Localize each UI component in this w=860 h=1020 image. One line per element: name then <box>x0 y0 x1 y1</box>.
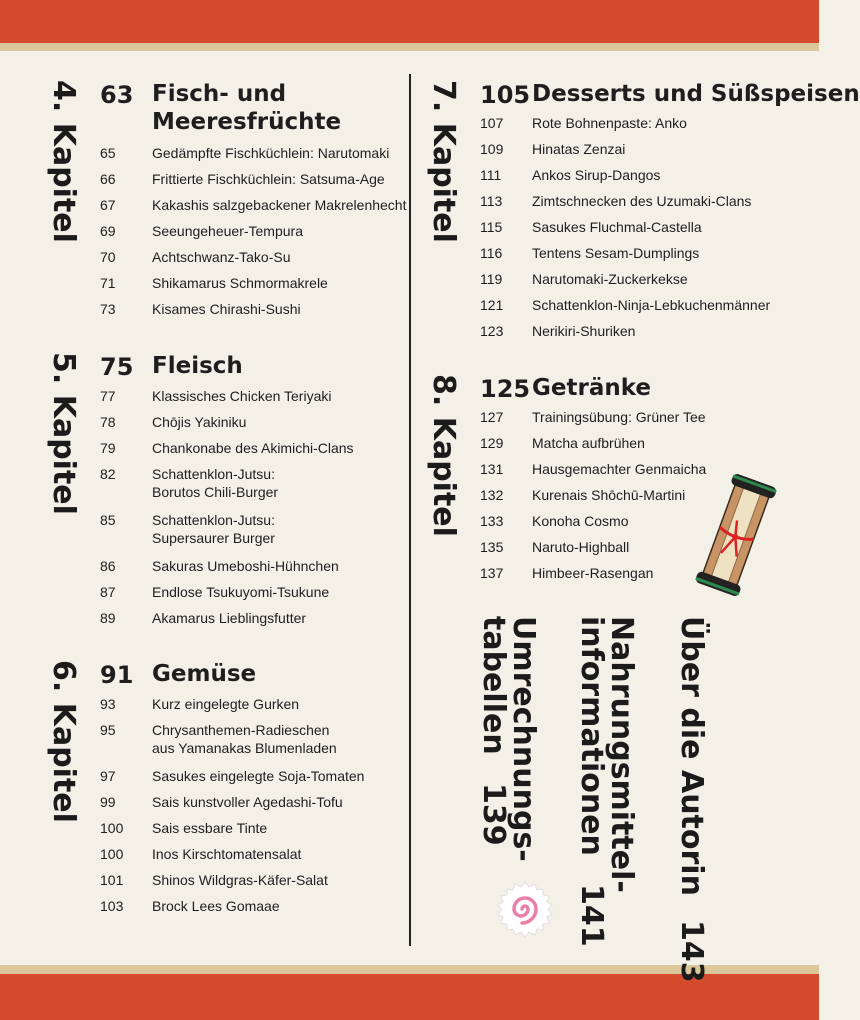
entry-title: Kakashis salzgebackener Makrelenhecht <box>152 197 407 213</box>
chapter-title: Fleisch <box>152 353 243 379</box>
appendix-title-line: Umrechnungs- <box>506 616 541 862</box>
chapter-label: 4. Kapitel <box>46 80 81 243</box>
chapter-start-page: 63 <box>100 81 134 109</box>
entry-title: Frittierte Fischküchlein: Satsuma-Age <box>152 171 385 187</box>
chapter-title: Desserts und Süßspeisen <box>532 81 860 107</box>
appendix-entry[interactable] <box>574 616 639 947</box>
entry-page: 82 <box>100 466 116 482</box>
entry-title: Akamarus Lieblingsfutter <box>152 610 307 626</box>
entry-title: Matcha aufbrühen <box>532 435 645 451</box>
entry-title: Schattenklon-Ninja-Lebkuchenmänner <box>532 297 771 313</box>
entry-page: 73 <box>100 301 116 317</box>
entry-page: 109 <box>480 141 504 157</box>
entry-page: 78 <box>100 414 116 430</box>
appendix-page: 141 <box>574 883 609 947</box>
entry-title: Zimtschnecken des Uzumaki-Clans <box>532 193 752 209</box>
chapter-label: 7. Kapitel <box>426 80 461 243</box>
entry-page: 71 <box>100 275 116 291</box>
entry-page: 115 <box>480 219 503 235</box>
chapter-start-page: 105 <box>480 81 531 109</box>
entry-page: 100 <box>100 846 124 862</box>
entry-title: Naruto-Highball <box>532 539 630 555</box>
entry-page: 65 <box>100 145 116 161</box>
entry-page: 93 <box>100 696 116 712</box>
entry-page: 116 <box>480 245 503 261</box>
entry-page: 101 <box>100 872 124 888</box>
entry-page: 95 <box>100 722 116 738</box>
entry-page: 69 <box>100 223 116 239</box>
top-tan-stripe <box>0 43 819 51</box>
chapter-title: Getränke <box>532 375 651 401</box>
entry-page: 131 <box>480 461 504 477</box>
entry-title: Sasukes eingelegte Soja-Tomaten <box>152 768 365 784</box>
chapter-label: 8. Kapitel <box>426 374 461 537</box>
entry-page: 133 <box>480 513 504 529</box>
entry-title: Nerikiri-Shuriken <box>532 323 636 339</box>
entry-title: Kurz eingelegte Gurken <box>152 696 300 712</box>
entry-title: Sasukes Fluchmal-Castella <box>532 219 702 235</box>
entry-title: Narutomaki-Zuckerkekse <box>532 271 688 287</box>
entry-page: 66 <box>100 171 116 187</box>
entry-page: 119 <box>480 271 503 287</box>
entry-title: Rote Bohnenpaste: Anko <box>532 115 687 131</box>
entry-title: Kurenais Shōchū-Martini <box>532 487 686 503</box>
entry-title: Sais kunstvoller Agedashi-Tofu <box>152 794 343 810</box>
entry-title: Inos Kirschtomatensalat <box>152 846 302 862</box>
entry-page: 77 <box>100 388 116 404</box>
entry-page: 137 <box>480 565 504 581</box>
entry-title: Chankonabe des Akimichi-Clans <box>152 440 354 456</box>
entry-title: Himbeer-Rasengan <box>532 565 654 581</box>
appendix-title-line: tabellen <box>476 616 511 755</box>
entry-title: Trainingsübung: Grüner Tee <box>532 409 706 425</box>
appendix-title-line: Nahrungsmittel- <box>604 616 639 893</box>
chapter-title: Gemüse <box>152 661 257 687</box>
entry-page: 67 <box>100 197 116 213</box>
entry-title: Chrysanthemen-Radieschen aus Yamanakas Blumenladen <box>152 722 337 756</box>
chapter-label: 6. Kapitel <box>46 660 81 823</box>
chapter-start-page: 91 <box>100 661 134 689</box>
chapter-title: Fisch- und Meeresfrüchte <box>152 81 342 135</box>
entry-title: Achtschwanz-Tako-Su <box>152 249 291 265</box>
appendix-title-line: Über die Autorin <box>674 616 709 896</box>
entry-page: 127 <box>480 409 504 425</box>
entry-page: 97 <box>100 768 116 784</box>
entry-title: Shinos Wildgras-Käfer-Salat <box>152 872 328 888</box>
entry-title: Schattenklon-Jutsu: Supersaurer Burger <box>152 512 275 546</box>
entry-title: Ankos Sirup-Dangos <box>532 167 661 183</box>
entry-page: 123 <box>480 323 504 339</box>
naruto-swirl-icon <box>496 880 554 938</box>
entry-title: Hinatas Zenzai <box>532 141 626 157</box>
entry-page: 129 <box>480 435 504 451</box>
entry-page: 113 <box>480 193 503 209</box>
entry-page: 85 <box>100 512 116 528</box>
entry-title: Gedämpfte Fischküchlein: Narutomaki <box>152 145 390 161</box>
appendix-page: 143 <box>674 919 709 983</box>
top-red-band <box>0 0 819 43</box>
appendix-page: 139 <box>476 782 511 846</box>
entry-page: 89 <box>100 610 116 626</box>
entry-title: Endlose Tsukuyomi-Tsukune <box>152 584 330 600</box>
entry-page: 79 <box>100 440 116 456</box>
entry-title: Kisames Chirashi-Sushi <box>152 301 301 317</box>
appendix-entry[interactable] <box>674 616 709 983</box>
entry-title: Chōjis Yakiniku <box>152 414 247 430</box>
entry-page: 99 <box>100 794 116 810</box>
entry-title: Sakuras Umeboshi-Hühnchen <box>152 558 339 574</box>
chapter-label: 5. Kapitel <box>46 352 81 515</box>
entry-page: 111 <box>480 167 502 183</box>
appendix-title-line: informationen <box>574 616 609 856</box>
entry-page: 121 <box>480 297 504 313</box>
entry-page: 135 <box>480 539 504 555</box>
entry-page: 86 <box>100 558 116 574</box>
entry-title: Schattenklon-Jutsu: Borutos Chili-Burger <box>152 466 279 500</box>
entry-title: Shikamarus Schmormakrele <box>152 275 328 291</box>
entry-page: 107 <box>480 115 504 131</box>
chapter-start-page: 125 <box>480 375 531 403</box>
entry-title: Konoha Cosmo <box>532 513 629 529</box>
entry-page: 87 <box>100 584 116 600</box>
entry-page: 132 <box>480 487 504 503</box>
entry-title: Hausgemachter Genmaicha <box>532 461 707 477</box>
entry-title: Tentens Sesam-Dumplings <box>532 245 700 261</box>
entry-page: 100 <box>100 820 124 836</box>
scroll-icon <box>696 475 776 595</box>
entry-title: Brock Lees Gomaae <box>152 898 280 914</box>
chapter-start-page: 75 <box>100 353 134 381</box>
appendix-entry[interactable] <box>476 616 541 862</box>
entry-title: Klassisches Chicken Teriyaki <box>152 388 332 404</box>
entry-page: 103 <box>100 898 124 914</box>
entry-title: Sais essbare Tinte <box>152 820 268 836</box>
entry-title: Seeungeheuer-Tempura <box>152 223 303 239</box>
entry-page: 70 <box>100 249 116 265</box>
